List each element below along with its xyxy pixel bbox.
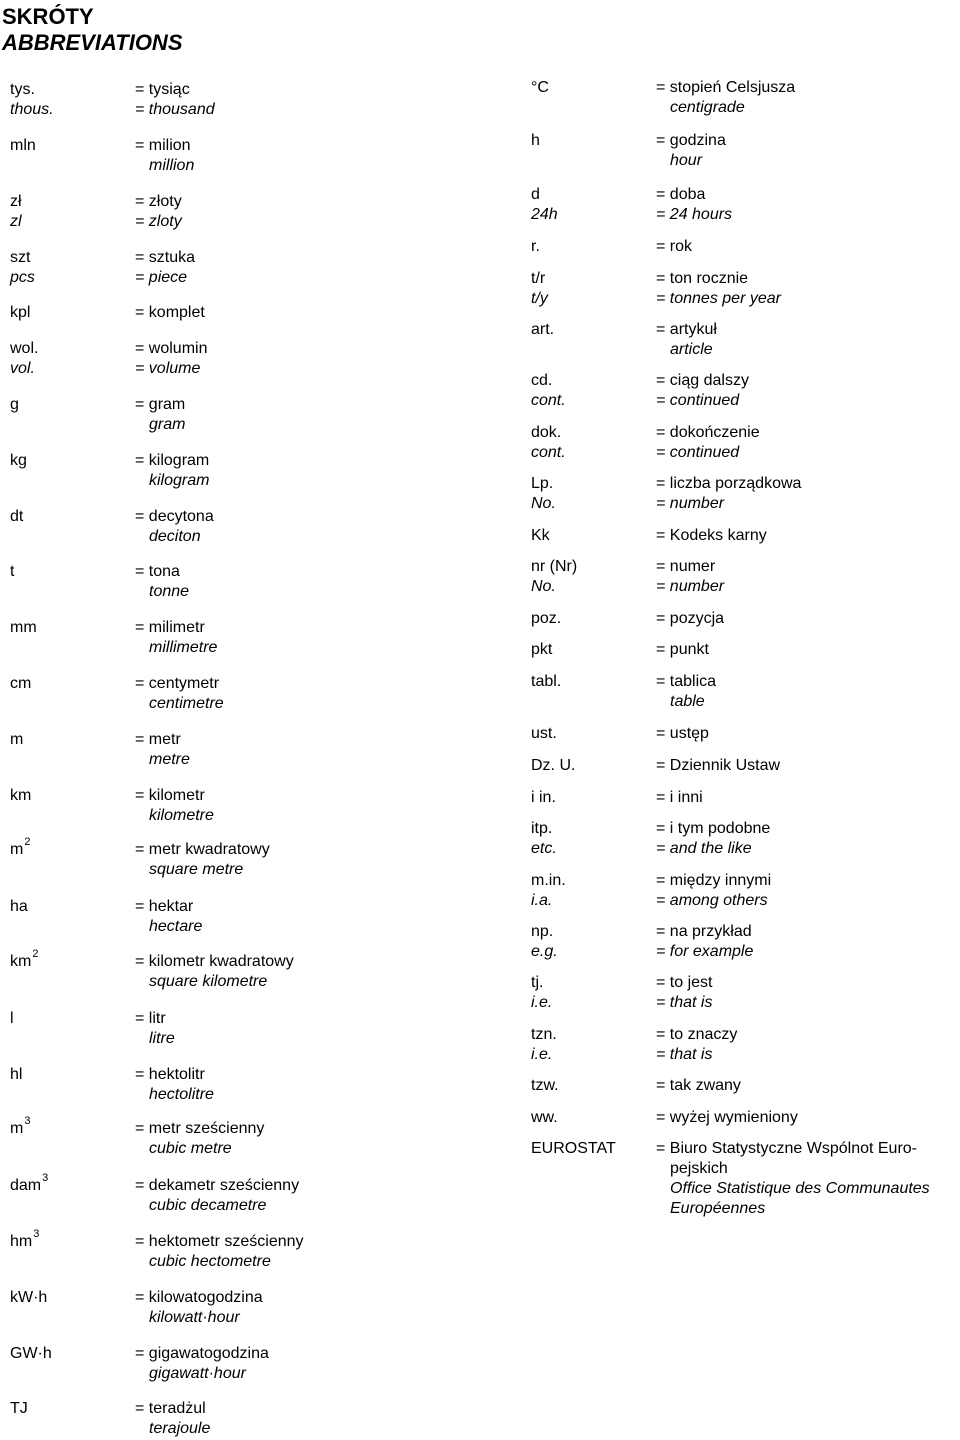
abbreviation xyxy=(10,395,19,415)
definition-en: = that is xyxy=(656,994,713,1011)
abbreviation xyxy=(531,320,554,340)
abbreviation-en: i.e. xyxy=(531,994,553,1011)
abbreviation xyxy=(531,922,558,962)
definition-en: centimetre xyxy=(149,695,224,712)
definition-en: = zloty xyxy=(135,213,182,230)
definition-en: = thousand xyxy=(135,101,215,118)
definition-en: square kilometre xyxy=(149,973,268,990)
definition xyxy=(135,1009,495,1049)
abbreviation-pl: km 2 xyxy=(10,948,39,970)
definition-pl: = na przykład xyxy=(656,923,752,940)
abbreviation-pl: art. xyxy=(531,321,555,338)
abbreviation-pl: cm xyxy=(10,675,32,692)
abbreviation-pl: EUROSTAT xyxy=(531,1140,616,1157)
abbreviation-pl: cd. xyxy=(531,372,553,389)
abbreviation-en: cont. xyxy=(531,444,566,461)
definition-pl: = Dziennik Ustaw xyxy=(656,757,781,774)
abbreviation xyxy=(10,1399,28,1419)
definition xyxy=(656,724,956,744)
abbreviation xyxy=(10,136,36,156)
definition xyxy=(656,756,956,776)
abbreviation xyxy=(531,871,566,911)
abbreviation-pl: mln xyxy=(10,137,36,154)
definition xyxy=(135,952,495,992)
abbreviation xyxy=(10,1344,52,1364)
abbreviation xyxy=(10,1065,22,1085)
abbreviation xyxy=(10,507,23,527)
definition xyxy=(656,131,956,171)
definition xyxy=(135,840,495,880)
definition xyxy=(656,1108,956,1128)
definition xyxy=(656,557,956,597)
definition xyxy=(135,786,495,826)
definition-pl: = litr xyxy=(135,1010,166,1027)
abbreviation-en: zl xyxy=(10,213,22,230)
definition-en: terajoule xyxy=(149,1420,211,1437)
abbreviation-pl: TJ xyxy=(10,1400,28,1417)
abbreviation xyxy=(531,269,548,309)
abbreviation-pl: m 2 xyxy=(10,836,31,858)
definition-pl: = punkt xyxy=(656,641,709,658)
abbreviation-pl: itp. xyxy=(531,820,553,837)
definition-en: hour xyxy=(670,152,703,169)
abbreviation-en: cont. xyxy=(531,392,566,409)
abbreviation xyxy=(531,609,561,629)
definition xyxy=(656,672,956,712)
abbreviation xyxy=(10,948,39,972)
page-title: SKRÓTY xyxy=(2,4,94,29)
abbreviation xyxy=(10,303,30,323)
definition-pl: = hektar xyxy=(135,898,194,915)
abbreviation-en: No. xyxy=(531,495,556,512)
definition xyxy=(135,303,495,323)
abbreviation-pl: wol. xyxy=(10,340,39,357)
definition xyxy=(135,451,495,491)
definition-en: cubic metre xyxy=(149,1140,232,1157)
definition xyxy=(656,788,956,808)
definition xyxy=(656,871,956,911)
abbreviation-pl: m 3 xyxy=(10,1115,31,1137)
abbreviation-en: No. xyxy=(531,578,556,595)
abbreviation xyxy=(10,786,31,806)
definition-en: = continued xyxy=(656,444,740,461)
definition-pl: = i tym podobne xyxy=(656,820,771,837)
definition xyxy=(135,1344,495,1384)
definition-pl: = gram xyxy=(135,396,186,413)
definition-pl: = centymetr xyxy=(135,675,220,692)
abbreviation-en: t/y xyxy=(531,290,548,307)
abbreviation xyxy=(531,672,561,692)
definition-pl: = numer xyxy=(656,558,716,575)
page-subtitle: ABBREVIATIONS xyxy=(2,30,183,55)
abbreviation xyxy=(531,557,577,597)
definition xyxy=(135,192,495,232)
abbreviation-pl: kW·h xyxy=(10,1289,48,1306)
abbreviation-pl: zł xyxy=(10,193,22,210)
definition xyxy=(656,1139,956,1219)
abbreviation-pl: m.in. xyxy=(531,872,566,889)
definition xyxy=(135,1119,495,1159)
definition xyxy=(135,1065,495,1105)
abbreviation-en: pcs xyxy=(10,269,35,286)
definition-pl: = metr kwadratowy xyxy=(135,841,270,858)
definition-en: = that is xyxy=(656,1046,713,1063)
abbreviation xyxy=(10,1228,40,1252)
definition-pl: = i inni xyxy=(656,789,703,806)
definition xyxy=(135,1176,495,1216)
definition-en: = for example xyxy=(656,943,754,960)
definition xyxy=(135,1288,495,1328)
abbreviation-pl: kpl xyxy=(10,304,31,321)
definition-pl: = dokończenie xyxy=(656,424,760,441)
definition xyxy=(135,507,495,547)
abbreviation-pl: ha xyxy=(10,898,28,915)
abbreviation-pl: d xyxy=(531,186,540,203)
abbreviation-pl: GW·h xyxy=(10,1345,52,1362)
abbreviation xyxy=(531,819,557,859)
abbreviation xyxy=(10,674,31,694)
abbreviation-pl: h xyxy=(531,132,540,149)
definition xyxy=(656,640,956,660)
abbreviation xyxy=(10,562,14,582)
definition-en: kilometre xyxy=(149,807,214,824)
superscript: 3 xyxy=(24,1115,31,1127)
abbreviation xyxy=(10,1288,47,1308)
definition-pl: = tona xyxy=(135,563,180,580)
definition-pl: = Biuro Statystyczne Wspólnot Euro- xyxy=(656,1140,917,1157)
abbreviation xyxy=(531,371,566,411)
definition-en: = continued xyxy=(656,392,740,409)
definition xyxy=(135,136,495,176)
abbreviation-pl: tabl. xyxy=(531,673,562,690)
definition-pl: = pozycja xyxy=(656,610,725,627)
abbreviation-pl: Dz. U. xyxy=(531,757,576,774)
definition-pl: = hektolitr xyxy=(135,1066,205,1083)
definition-pl: = dekametr sześcienny xyxy=(135,1177,300,1194)
definition xyxy=(135,897,495,937)
definition-en: hectolitre xyxy=(149,1086,214,1103)
abbreviation xyxy=(531,474,556,514)
abbreviation-pl: mm xyxy=(10,619,37,636)
definition-pl: = doba xyxy=(656,186,706,203)
superscript: 2 xyxy=(32,948,39,960)
abbreviation-en: thous. xyxy=(10,101,54,118)
superscript: 2 xyxy=(24,836,31,848)
abbreviation-pl: tj. xyxy=(531,974,544,991)
definition-pl: = stopień Celsjusza xyxy=(656,79,796,96)
definition-pl: = złoty xyxy=(135,193,182,210)
abbreviation xyxy=(10,1172,49,1196)
definition-en: metre xyxy=(149,751,190,768)
abbreviation-pl: g xyxy=(10,396,19,413)
definition-en: = among others xyxy=(656,892,768,909)
abbreviation xyxy=(10,730,23,750)
abbreviation-pl: ww. xyxy=(531,1109,558,1126)
abbreviation-pl: tys. xyxy=(10,81,35,98)
abbreviation-pl: szt xyxy=(10,249,31,266)
abbreviation xyxy=(10,618,37,638)
definition-en: cubic decametre xyxy=(149,1197,267,1214)
abbreviation xyxy=(531,1139,616,1159)
abbreviation xyxy=(531,640,552,660)
definition xyxy=(135,674,495,714)
definition-pl: = to jest xyxy=(656,974,713,991)
definition-en: kilogram xyxy=(149,472,210,489)
definition xyxy=(656,269,956,309)
definition-pl: = kilometr kwadratowy xyxy=(135,953,294,970)
definition xyxy=(656,1025,956,1065)
definition-pl: = godzina xyxy=(656,132,726,149)
abbreviation xyxy=(531,788,556,808)
abbreviation-pl: tzn. xyxy=(531,1026,557,1043)
definition xyxy=(135,248,495,288)
abbreviation-pl: hl xyxy=(10,1066,23,1083)
definition-en: = number xyxy=(656,578,725,595)
abbreviation-en: i.a. xyxy=(531,892,553,909)
definition-en: square metre xyxy=(149,861,244,878)
abbreviation-pl: m xyxy=(10,731,24,748)
abbreviation-pl: Lp. xyxy=(531,475,554,492)
abbreviation-en: vol. xyxy=(10,360,35,377)
definition-en: million xyxy=(149,157,195,174)
definition xyxy=(656,185,956,225)
definition-pl: = wolumin xyxy=(135,340,208,357)
abbreviation-pl: pkt xyxy=(531,641,553,658)
definition xyxy=(656,922,956,962)
abbreviation xyxy=(10,339,38,379)
definition-en: millimetre xyxy=(149,639,218,656)
abbreviation xyxy=(531,1108,558,1128)
definition-en: = and the like xyxy=(656,840,752,857)
definition xyxy=(656,474,956,514)
abbreviation-pl: np. xyxy=(531,923,554,940)
abbreviation-pl: i in. xyxy=(531,789,556,806)
definition xyxy=(656,973,956,1013)
definition-en: = piece xyxy=(135,269,188,286)
definition-pl: = liczba porządkowa xyxy=(656,475,802,492)
definition-pl: = to znaczy xyxy=(656,1026,738,1043)
definition-pl: = tak zwany xyxy=(656,1077,741,1094)
abbreviation-pl: km xyxy=(10,787,32,804)
abbreviation-pl: Kk xyxy=(531,527,550,544)
definition xyxy=(656,320,956,360)
definition-pl-cont: pejskich xyxy=(670,1160,728,1177)
abbreviation-pl: hm 3 xyxy=(10,1228,40,1250)
abbreviation xyxy=(10,248,35,288)
definition xyxy=(656,1076,956,1096)
definition xyxy=(135,1399,495,1439)
definition-pl: = milion xyxy=(135,137,191,154)
definition-en: centigrade xyxy=(670,99,745,116)
abbreviation-pl: ust. xyxy=(531,725,557,742)
abbreviation-en: i.e. xyxy=(531,1046,553,1063)
definition xyxy=(135,339,495,379)
abbreviation xyxy=(10,1009,14,1029)
abbreviation xyxy=(531,1025,557,1065)
definition-pl: = decytona xyxy=(135,508,214,525)
definition-pl: = gigawatogodzina xyxy=(135,1345,269,1362)
definition-en: = volume xyxy=(135,360,201,377)
abbreviation xyxy=(10,897,28,917)
abbreviation-en: etc. xyxy=(531,840,557,857)
definition xyxy=(135,80,495,120)
definition xyxy=(656,819,956,859)
definition-pl: = hektometr sześcienny xyxy=(135,1233,304,1250)
definition xyxy=(135,562,495,602)
abbreviation xyxy=(531,423,566,463)
abbreviation xyxy=(10,836,31,860)
abbreviation xyxy=(10,451,27,471)
definition-pl: = rok xyxy=(656,238,693,255)
abbreviation xyxy=(531,724,557,744)
abbreviation xyxy=(531,756,575,776)
definition-en: tonne xyxy=(149,583,190,600)
abbreviation-pl: t xyxy=(10,563,15,580)
definition-pl: = ustęp xyxy=(656,725,709,742)
definition xyxy=(656,609,956,629)
superscript: 3 xyxy=(42,1172,49,1184)
definition-en: gram xyxy=(149,416,186,433)
definition-en: table xyxy=(670,693,705,710)
definition-pl: = sztuka xyxy=(135,249,196,266)
abbreviation-en: e.g. xyxy=(531,943,558,960)
abbreviation-pl: t/r xyxy=(531,270,546,287)
definition-pl: = tablica xyxy=(656,673,717,690)
definition-en: = 24 hours xyxy=(656,206,733,223)
definition-pl: = metr xyxy=(135,731,181,748)
definition-pl: = teradżul xyxy=(135,1400,206,1417)
definition xyxy=(135,618,495,658)
abbreviation-en: 24h xyxy=(531,206,558,223)
abbreviation-pl: poz. xyxy=(531,610,562,627)
definition-pl: = milimetr xyxy=(135,619,205,636)
abbreviation xyxy=(10,1115,31,1139)
definition xyxy=(135,1232,495,1272)
abbreviation-pl: tzw. xyxy=(531,1077,559,1094)
definition xyxy=(656,423,956,463)
definition-en: kilowatt·hour xyxy=(149,1309,240,1326)
abbreviation-pl: kg xyxy=(10,452,27,469)
definition-pl: = między innymi xyxy=(656,872,772,889)
abbreviation xyxy=(531,237,540,257)
abbreviation xyxy=(531,1076,559,1096)
abbreviation xyxy=(531,78,549,98)
definition-en: article xyxy=(670,341,713,358)
abbreviation xyxy=(10,192,22,232)
definition xyxy=(135,730,495,770)
definition xyxy=(656,371,956,411)
definition-pl: = wyżej wymieniony xyxy=(656,1109,798,1126)
abbreviation-pl: °C xyxy=(531,79,549,96)
definition-pl: = kilowatogodzina xyxy=(135,1289,263,1306)
definition-en: = tonnes per year xyxy=(656,290,781,307)
abbreviation-pl: dt xyxy=(10,508,24,525)
definition-en: = number xyxy=(656,495,725,512)
definition-en: litre xyxy=(149,1030,175,1047)
definition-pl: = artykuł xyxy=(656,321,717,338)
abbreviation xyxy=(531,973,552,1013)
abbreviation-pl: dok. xyxy=(531,424,562,441)
abbreviation xyxy=(10,80,54,120)
definition-pl: = metr sześcienny xyxy=(135,1120,265,1137)
abbreviation-pl: r. xyxy=(531,238,540,255)
definition-en: deciton xyxy=(149,528,201,545)
definition xyxy=(656,237,956,257)
definition xyxy=(135,395,495,435)
abbreviation xyxy=(531,185,558,225)
definition-pl: = kilogram xyxy=(135,452,210,469)
definition-pl: = tysiąc xyxy=(135,81,190,98)
abbreviation-pl: nr (Nr) xyxy=(531,558,578,575)
definition xyxy=(656,78,956,118)
definition-en: Office Statistique des Communautes xyxy=(670,1180,930,1197)
abbreviation-pl: dam 3 xyxy=(10,1172,49,1194)
definition-en: gigawatt·hour xyxy=(149,1365,246,1382)
abbreviation xyxy=(531,526,550,546)
definition-pl: = ciąg dalszy xyxy=(656,372,749,389)
abbreviation-pl: l xyxy=(10,1010,14,1027)
definition-pl: = Kodeks karny xyxy=(656,527,767,544)
abbreviation xyxy=(531,131,540,151)
definition-pl: = ton rocznie xyxy=(656,270,749,287)
definition-pl: = kilometr xyxy=(135,787,205,804)
definition xyxy=(656,526,956,546)
definition-en: cubic hectometre xyxy=(149,1253,271,1270)
definition-en: hectare xyxy=(149,918,203,935)
definition-en-cont: Européennes xyxy=(670,1200,766,1217)
definition-pl: = komplet xyxy=(135,304,205,321)
superscript: 3 xyxy=(33,1228,40,1240)
